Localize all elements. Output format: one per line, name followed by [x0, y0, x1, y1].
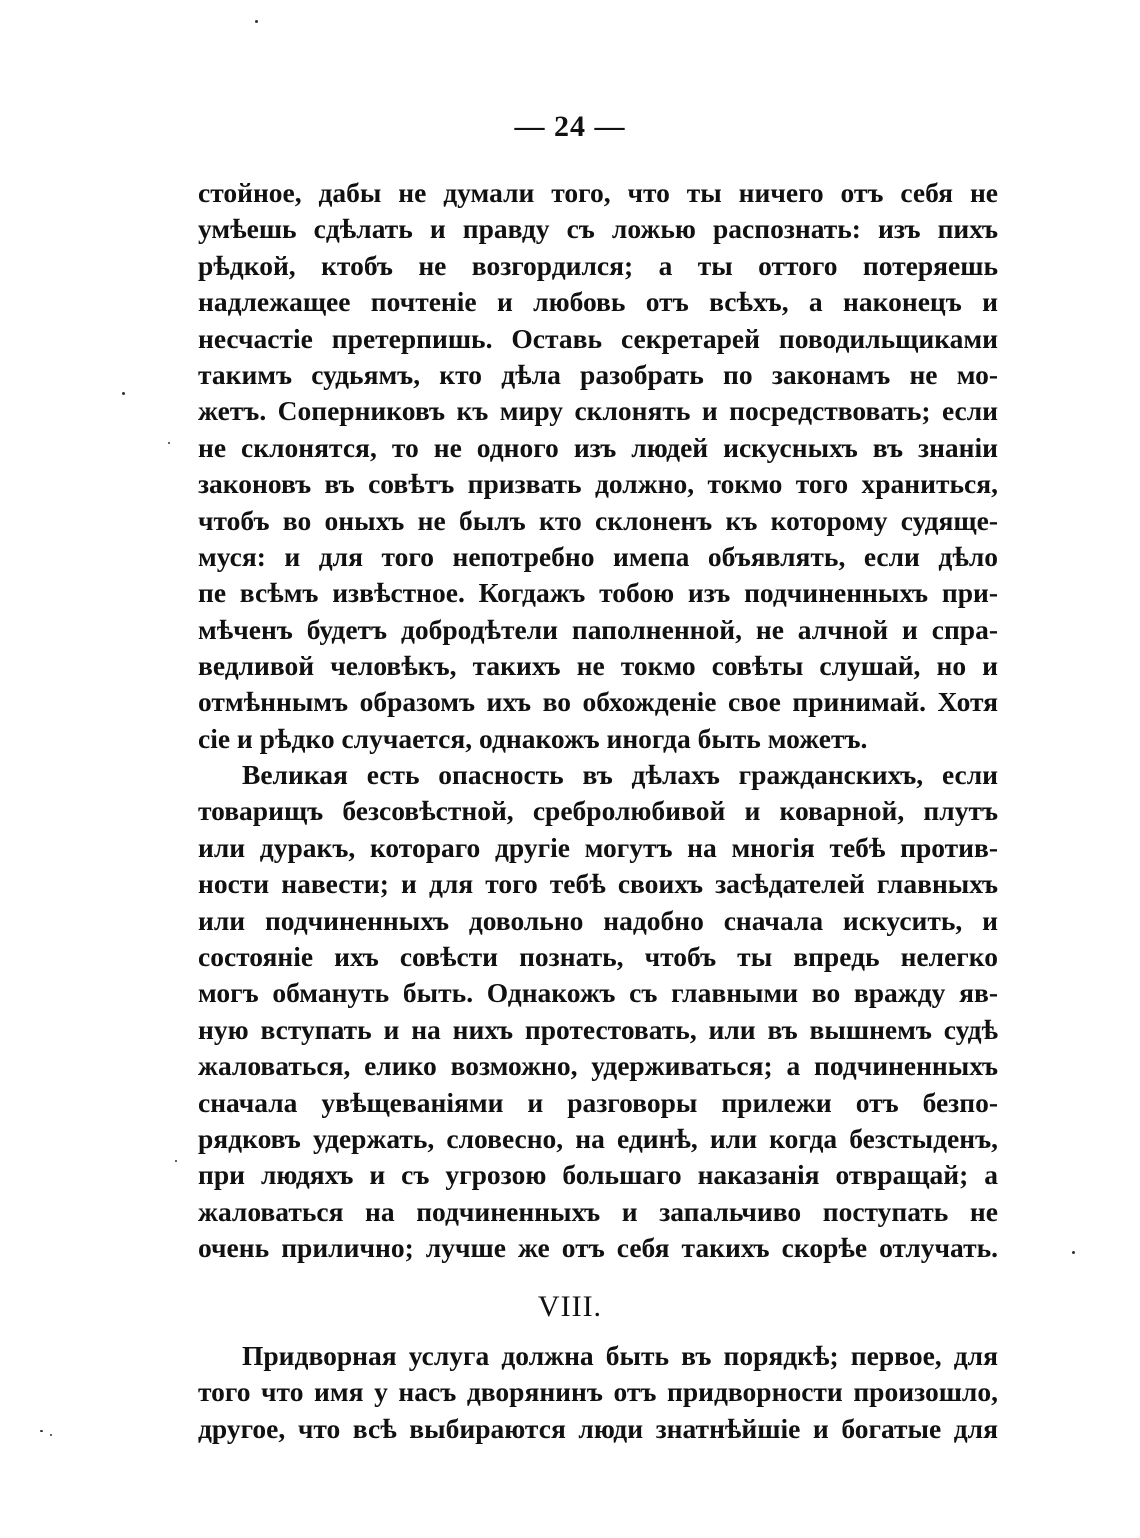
print-speck: [50, 1434, 52, 1436]
text-line: такимъ судьямъ, кто дѣла разобрать по законамъ не мо-: [198, 358, 998, 390]
text-line: жетъ. Соперниковъ къ миру склонять и посредствовать; если: [198, 395, 998, 427]
text-line: законовъ въ совѣтъ призвать должно, токмо того храниться,: [198, 468, 998, 500]
text-line: могъ обмануть быть. Однакожъ съ главными во вражду яв-: [198, 977, 998, 1009]
print-speck: [40, 1430, 43, 1432]
text-line: очень прилично; лучше же отъ себя такихъ скорѣе отлучать.: [198, 1232, 998, 1264]
print-speck: [255, 20, 258, 23]
text-line: не склонятся, то не одного изъ людей искусныхъ въ знаніи: [198, 431, 998, 463]
text-line: жаловаться, елико возможно, удерживаться; а подчиненныхъ: [198, 1050, 998, 1082]
text-line: при людяхъ и съ угрозою большаго наказанія отвращай; а: [198, 1159, 998, 1191]
text-line: сначала увѣщеваніями и разговоры прилежи отъ безпо-: [198, 1086, 998, 1118]
paragraph-great-danger: [198, 757, 998, 1266]
text-line: ведливой человѣкъ, такихъ не токмо совѣты слушай, но и: [198, 650, 998, 682]
print-speck: [122, 392, 125, 395]
print-speck: [1072, 1251, 1075, 1254]
text-line: несчастіе претерпишь. Оставь секретарей поводильщиками: [198, 322, 998, 354]
text-line: стойное, дабы не думали того, что ты ничего отъ себя не: [198, 177, 998, 208]
paragraph-continuation: [198, 175, 998, 757]
text-line: товарищъ безсовѣстной, сребролюбивой и коварной, плутъ: [198, 795, 998, 827]
text-line: чтобъ во оныхъ не былъ кто склоненъ къ которому судяще-: [198, 504, 998, 536]
text-line: ности навести; и для того тебѣ своихъ засѣдателей главныхъ: [198, 868, 998, 900]
print-speck: [168, 442, 170, 444]
page-number: — 24 —: [514, 110, 626, 143]
text-line: состояніе ихъ совѣсти познать, чтобъ ты впредь нелегко: [198, 940, 998, 972]
text-line: сіе и рѣдко случается, однакожъ иногда быть можетъ.: [198, 722, 868, 754]
text-line: Великая есть опасность въ дѣлахъ гражданскихъ, если: [242, 759, 998, 790]
text-line: умѣешь сдѣлать и правду съ ложью распознать: изъ пихъ: [198, 213, 998, 245]
text-line: или подчиненныхъ довольно надобно сначала искусить, и: [198, 904, 998, 936]
text-line: ную вступать и на нихъ протестовать, или въ вышнемъ судѣ: [198, 1013, 998, 1045]
text-line: или дуракъ, котораго другіе могутъ на многія тебѣ против-: [198, 831, 998, 863]
text-line: Придворная услуга должна быть въ порядкѣ; первое, для: [242, 1340, 998, 1371]
text-line: мѣченъ будетъ добродѣтели паполненной, не алчной и спра-: [198, 613, 998, 645]
text-line: рядковъ удержать, словесно, на единѣ, или когда безстыденъ,: [198, 1122, 998, 1154]
paragraph-court-service: [198, 1338, 998, 1447]
text-line: муся: и для того непотребно имепа объявлять, если дѣло: [198, 540, 998, 572]
text-line: другое, что всѣ выбираются люди знатнѣйшіе и богатые для: [198, 1412, 998, 1444]
text-line: пе всѣмъ извѣстное. Когдажъ тобою изъ подчиненныхъ при-: [198, 577, 998, 609]
text-line: того что имя у насъ дворянинъ отъ придворности произошло,: [198, 1376, 998, 1408]
text-line: рѣдкой, ктобъ не возгордился; а ты оттого потеряешь: [198, 249, 998, 281]
print-speck: [175, 1160, 177, 1162]
text-line: надлежащее почтеніе и любовь отъ всѣхъ, а наконецъ и: [198, 286, 998, 318]
section-heading: VIII.: [537, 1290, 603, 1323]
text-line: отмѣннымъ образомъ ихъ во обхожденіе свое принимай. Хотя: [198, 686, 998, 718]
text-line: жаловаться на подчиненныхъ и запальчиво поступать не: [198, 1195, 998, 1227]
